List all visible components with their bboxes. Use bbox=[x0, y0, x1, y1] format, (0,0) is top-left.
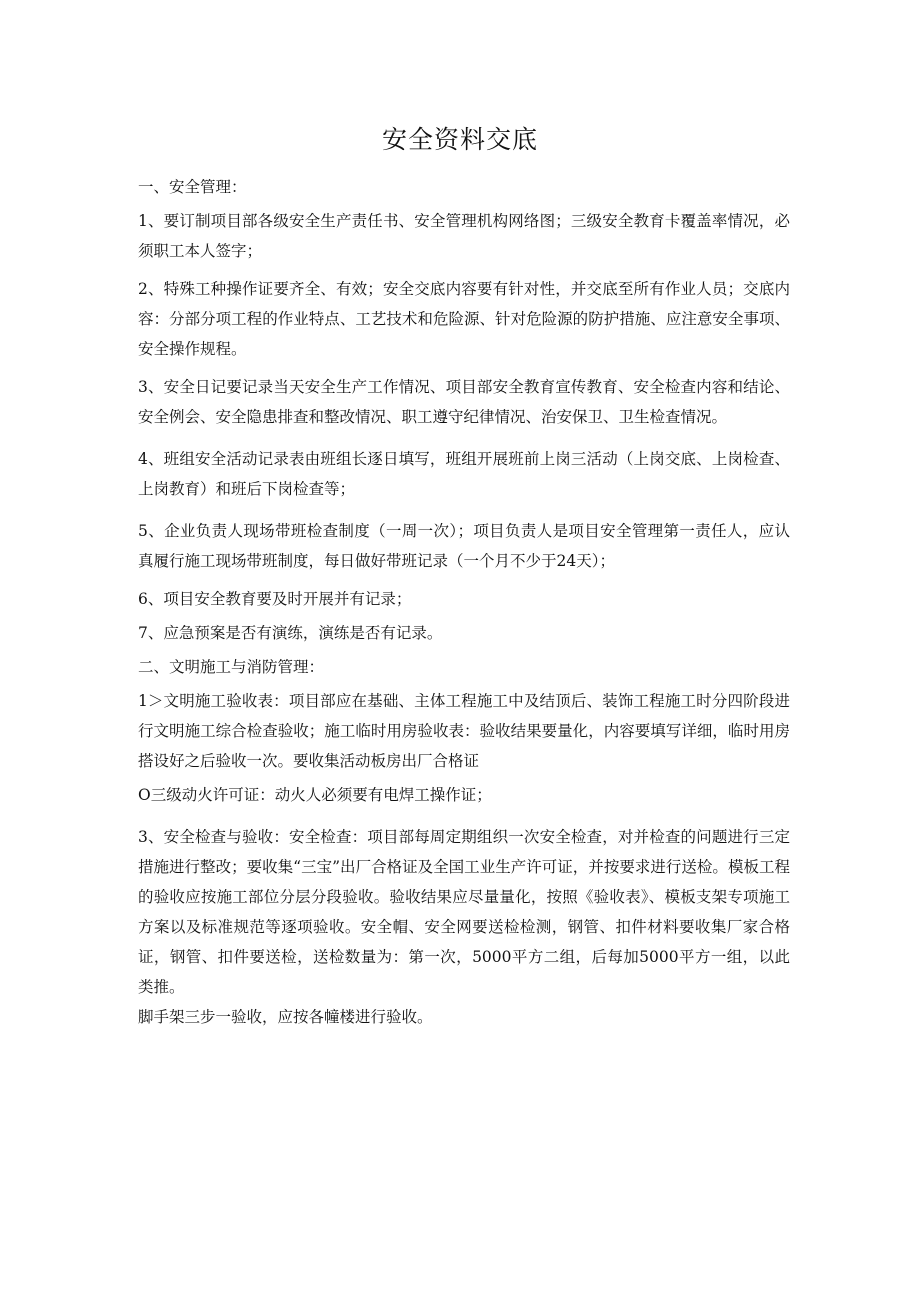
section-heading-civilized-construction: 二、文明施工与消防管理： bbox=[138, 658, 325, 676]
paragraph-6: 6、项目安全教育要及时开展并有记录； bbox=[138, 590, 412, 608]
paragraph-11: 脚手架三步一验收，应按各幢楼进行验收。 bbox=[138, 1008, 433, 1026]
paragraph-2: 2、特殊工种操作证要齐全、有效；安全交底内容要有针对性，并交底至所有作业人员；交底内容：分部分项工程的作业特点、工艺技术和危险源、针对危险源的防护措施、应注意安全事项、安全操作规程。 bbox=[138, 280, 790, 358]
paragraph-4: 4、班组安全活动记录表由班组长逐日填写，班组开展班前上岗三活动（上岗交底、上岗检查、上岗教育）和班后下岗检查等； bbox=[138, 450, 790, 498]
paragraph-9: O三级动火许可证：动火人必须要有电焊工操作证； bbox=[138, 786, 492, 804]
paragraph-8: 1＞文明施工验收表：项目部应在基础、主体工程施工中及结顶后、装饰工程施工时分四阶段进行文明施工综合检查验收；施工临时用房验收表：验收结果要量化，内容要填写详细，临时用房搭设好之后验收一次。要收集活动板房出厂合格证 bbox=[138, 692, 790, 770]
paragraph-10: 3、安全检查与验收：安全检查：项目部每周定期组织一次安全检查，对并检查的问题进行三定措施进行整改；要收集“三宝”出厂合格证及全国工业生产许可证，并按要求进行送检。模板工程的验收应按施工部位分层分段验收。验收结果应尽量量化，按照《验收表》、模板支架专项施工方案以及标准规范等逐项验收。安全帽、安全网要送检检测，钢管、扣件材料要收集厂家合格证，钢管、扣件要送检，送检数量为：第一次，5000平方二组，后每加5000平方一组，以此类推。 bbox=[138, 828, 790, 996]
document-title: 安全资料交底 bbox=[381, 125, 538, 154]
paragraph-7: 7、应急预案是否有演练，演练是否有记录。 bbox=[138, 624, 443, 642]
section-heading-safety-management: 一、安全管理： bbox=[138, 178, 247, 196]
paragraph-3: 3、安全日记要记录当天安全生产工作情况、项目部安全教育宣传教育、安全检查内容和结论、安全例会、安全隐患排查和整改情况、职工遵守纪律情况、治安保卫、卫生检查情况。 bbox=[138, 378, 790, 426]
document-body bbox=[138, 172, 790, 1032]
paragraph-5: 5、企业负责人现场带班检查制度（一周一次）；项目负责人是项目安全管理第一责任人，应认真履行施工现场带班制度，每日做好带班记录（一个月不少于24天）； bbox=[138, 522, 790, 570]
paragraph-1: 1、要订制项目部各级安全生产责任书、安全管理机构网络图；三级安全教育卡覆盖率情况，必须职工本人签字； bbox=[138, 212, 790, 260]
